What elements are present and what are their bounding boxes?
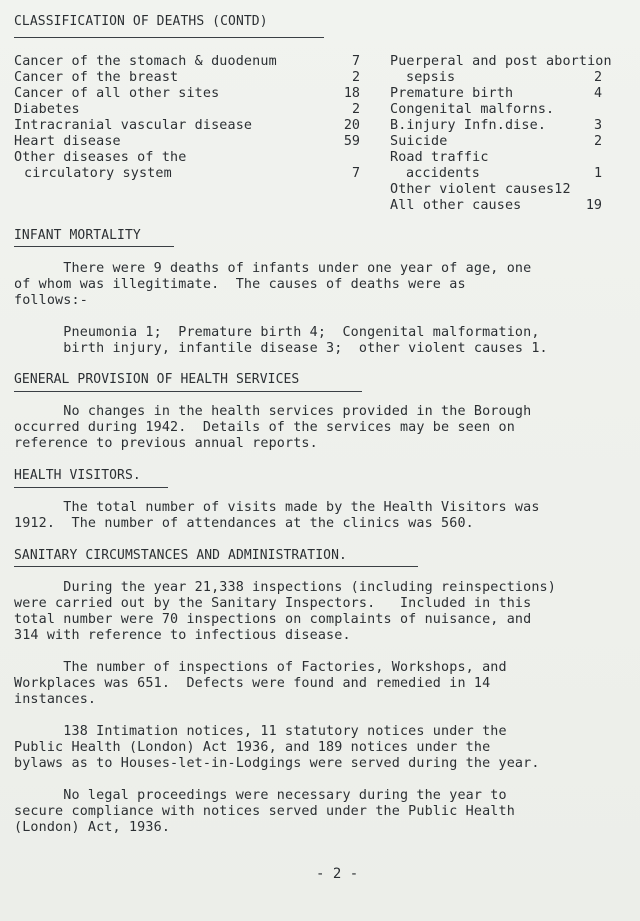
paragraph-line: secure compliance with notices served under the Public Health: [14, 804, 515, 819]
cause-label: All other causes: [390, 198, 522, 213]
paragraph-line: Pneumonia 1; Premature birth 4; Congenital malformation,: [14, 325, 540, 340]
paragraph-line: Public Health (London) Act 1936, and 189 notices under the: [14, 740, 491, 755]
cause-label: Diabetes: [14, 102, 80, 117]
heading-underline: [14, 246, 174, 247]
paragraph-line: (London) Act, 1936.: [14, 820, 171, 835]
paragraph-line: reference to previous annual reports.: [14, 436, 318, 451]
cause-label: Premature birth: [390, 86, 514, 101]
section-heading-health-visitors: HEALTH VISITORS.: [14, 468, 141, 483]
paragraph-line: No changes in the health services provided in the Borough: [14, 404, 532, 419]
heading-underline: [14, 391, 362, 392]
heading-underline: [14, 487, 168, 488]
cause-label-continued: sepsis: [406, 70, 456, 85]
cause-label: Puerperal and post abortion: [390, 54, 612, 69]
cause-count: 18: [343, 86, 360, 101]
section-heading-classification: CLASSIFICATION OF DEATHS (CONTD): [14, 14, 268, 29]
cause-count: 4: [593, 86, 602, 101]
cause-label-continued: circulatory system: [24, 166, 172, 181]
paragraph-line: No legal proceedings were necessary during the year to: [14, 788, 507, 803]
paragraph-line: total number were 70 inspections on complaints of nuisance, and: [14, 612, 532, 627]
cause-count: 1: [593, 166, 602, 181]
cause-label: Cancer of all other sites: [14, 86, 220, 101]
cause-count: 3: [593, 118, 602, 133]
section-heading-sanitary: SANITARY CIRCUMSTANCES AND ADMINISTRATION.: [14, 548, 347, 563]
cause-count: 2: [593, 134, 602, 149]
paragraph-line: The total number of visits made by the Health Visitors was: [14, 500, 540, 515]
paragraph-line: 138 Intimation notices, 11 statutory notices under the: [14, 724, 507, 739]
paragraph-line: were carried out by the Sanitary Inspectors. Included in this: [14, 596, 532, 611]
cause-label: Cancer of the breast: [14, 70, 179, 85]
cause-count: 2: [593, 70, 602, 85]
cause-label: Cancer of the stomach & duodenum: [14, 54, 277, 69]
heading-underline: [14, 566, 418, 567]
section-heading-infant-mortality: INFANT MORTALITY: [14, 228, 141, 243]
cause-label: Suicide: [390, 134, 448, 149]
paragraph-line: 1912. The number of attendances at the clinics was 560.: [14, 516, 474, 531]
paragraph-line: bylaws as to Houses-let-in-Lodgings were served during the year.: [14, 756, 540, 771]
paragraph-line: occurred during 1942. Details of the services may be seen on: [14, 420, 515, 435]
cause-label: B.injury Infn.dise.: [390, 118, 547, 133]
paragraph-line: follows:-: [14, 293, 88, 308]
cause-label-continued: accidents: [406, 166, 480, 181]
cause-count: 59: [343, 134, 360, 149]
cause-label: Heart disease: [14, 134, 121, 149]
cause-count: 7: [351, 54, 360, 69]
paragraph-line: During the year 21,338 inspections (including reinspections): [14, 580, 556, 595]
section-heading-general-provision: GENERAL PROVISION OF HEALTH SERVICES: [14, 372, 300, 387]
cause-count: 2: [351, 102, 360, 117]
cause-label: Intracranial vascular disease: [14, 118, 253, 133]
heading-underline: [14, 37, 324, 38]
cause-count: 2: [351, 70, 360, 85]
cause-label: Other diseases of the: [14, 150, 187, 165]
cause-label: Other violent causes12: [390, 182, 571, 197]
paragraph-line: instances.: [14, 692, 97, 707]
cause-label: Congenital malforns.: [390, 102, 555, 117]
paragraph-line: 314 with reference to infectious disease.: [14, 628, 351, 643]
paragraph-line: There were 9 deaths of infants under one year of age, one: [14, 261, 532, 276]
page-number: - 2 -: [316, 866, 359, 882]
cause-count: 7: [351, 166, 360, 181]
cause-count: 20: [343, 118, 360, 133]
cause-label: Road traffic: [390, 150, 489, 165]
paragraph-line: birth injury, infantile disease 3; other violent causes 1.: [14, 341, 548, 356]
cause-count: 19: [585, 198, 602, 213]
paragraph-line: of whom was illegitimate. The causes of deaths were as: [14, 277, 466, 292]
paragraph-line: Workplaces was 651. Defects were found and remedied in 14: [14, 676, 491, 691]
paragraph-line: The number of inspections of Factories, Workshops, and: [14, 660, 507, 675]
